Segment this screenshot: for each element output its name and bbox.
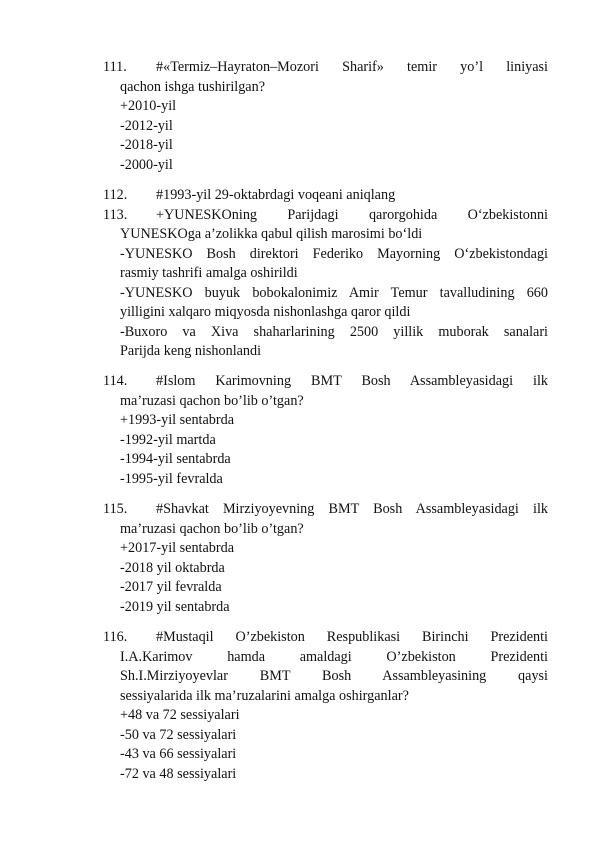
question-number: 111.	[103, 59, 127, 75]
question-text-continued: Sh.I.Mirziyoyevlar BMT Bosh Assambleyasining qaysi	[120, 668, 548, 684]
answer-option	[0, 598, 595, 616]
question-text: #Mustaqil O’zbekiston Respublikasi Birinchi Prezidenti	[156, 629, 548, 645]
answer-option	[0, 539, 595, 557]
answer-option-text: -72 va 48 sessiyalari	[120, 765, 237, 782]
question-text: #Islom Karimovning BMT Bosh Assambleyasidagi ilk	[156, 373, 548, 389]
question-line	[0, 667, 595, 685]
question-line	[0, 186, 595, 204]
answer-option	[0, 411, 595, 429]
question-line	[0, 687, 595, 705]
question-line	[0, 303, 595, 321]
answer-option	[0, 578, 595, 596]
answer-option-text: -2018 yil oktabrda	[120, 559, 225, 576]
answer-option	[0, 470, 595, 488]
question-line	[0, 284, 595, 302]
question-text-continued: I.A.Karimov hamda amaldagi O’zbekiston Prezidenti	[120, 648, 548, 665]
question-line	[0, 392, 595, 410]
question-number: 114.	[103, 373, 128, 389]
answer-option-text: +2010-yil	[120, 98, 177, 114]
question-text: #1993-yil 29-oktabrdagi voqeani aniqlang	[156, 187, 396, 203]
question-text-continued: -Buxoro va Xiva shaharlarining 2500 yillik muborak sanalari	[120, 323, 548, 340]
question-number: 112.	[103, 187, 128, 203]
question-line	[0, 225, 595, 243]
question-text-continued: -YUNESKO Bosh direktori Federiko Mayorning O‘zbekistondagi	[120, 245, 548, 262]
question-text: #Shavkat Mirziyoyevning BMT Bosh Assambleyasidagi ilk	[156, 501, 548, 517]
question-line	[0, 342, 595, 360]
answer-option	[0, 431, 595, 449]
answer-option	[0, 156, 595, 174]
answer-option-text: -1992-yil martda	[120, 431, 216, 448]
answer-option-text: +48 va 72 sessiyalari	[120, 707, 240, 723]
answer-option-text: -43 va 66 sessiyalari	[120, 746, 237, 762]
question-text-continued: ma’ruzasi qachon bo’lib o’tgan?	[120, 520, 304, 537]
question-line	[0, 520, 595, 538]
question-number: 115.	[103, 501, 128, 517]
answer-option-text: -2018-yil	[120, 137, 173, 153]
question-line	[0, 78, 595, 96]
answer-option	[0, 726, 595, 744]
question-text-continued: -YUNESKO buyuk bobokalonimiz Amir Temur tavalludining 660	[120, 284, 548, 301]
answer-option	[0, 706, 595, 724]
answer-option	[0, 765, 595, 783]
question-text-continued: Parijda keng nishonlandi	[120, 343, 262, 359]
answer-option-text: +2017-yil sentabrda	[120, 540, 234, 556]
question-text-continued: yilligini xalqaro miqyosda nishonlashga qaror qildi	[120, 304, 411, 320]
answer-option-text: -1994-yil sentabrda	[120, 451, 231, 467]
answer-option	[0, 559, 595, 577]
question-line	[0, 500, 595, 518]
answer-option-text: -2019 yil sentabrda	[120, 598, 230, 615]
answer-option	[0, 745, 595, 763]
answer-option-text: +1993-yil sentabrda	[120, 412, 234, 428]
question-text: +YUNESKOning Parijdagi qarorgohida O‘zbekistonni	[156, 206, 548, 223]
answer-option-text: -2000-yil	[120, 156, 173, 173]
question-line	[0, 372, 595, 390]
question-text-continued: qachon ishga tushirilgan?	[120, 78, 265, 95]
question-text-continued: sessiyalarida ilk ma’ruzalarini amalga oshirganlar?	[120, 687, 409, 704]
answer-option	[0, 117, 595, 135]
answer-option	[0, 97, 595, 115]
question-text-continued: rasmiy tashrifi amalga oshirildi	[120, 265, 298, 281]
question-line	[0, 58, 595, 76]
question-text: #«Termiz–Hayraton–Mozori Sharif» temir yo’l liniyasi	[156, 59, 548, 75]
answer-option	[0, 136, 595, 154]
question-line	[0, 323, 595, 341]
question-line	[0, 648, 595, 666]
question-line	[0, 206, 595, 224]
question-line	[0, 245, 595, 263]
question-text-continued: YUNESKOga a’zolikka qabul qilish marosimi bo‘ldi	[120, 226, 423, 242]
answer-option	[0, 450, 595, 468]
answer-option-text: -2012-yil	[120, 117, 173, 134]
question-line	[0, 264, 595, 282]
question-number: 113.	[103, 206, 128, 223]
question-number: 116.	[103, 629, 128, 645]
question-line	[0, 628, 595, 646]
answer-option-text: -1995-yil fevralda	[120, 470, 223, 487]
answer-option-text: -2017 yil fevralda	[120, 579, 222, 595]
answer-option-text: -50 va 72 sessiyalari	[120, 726, 237, 743]
question-text-continued: ma’ruzasi qachon bo’lib o’tgan?	[120, 392, 304, 409]
